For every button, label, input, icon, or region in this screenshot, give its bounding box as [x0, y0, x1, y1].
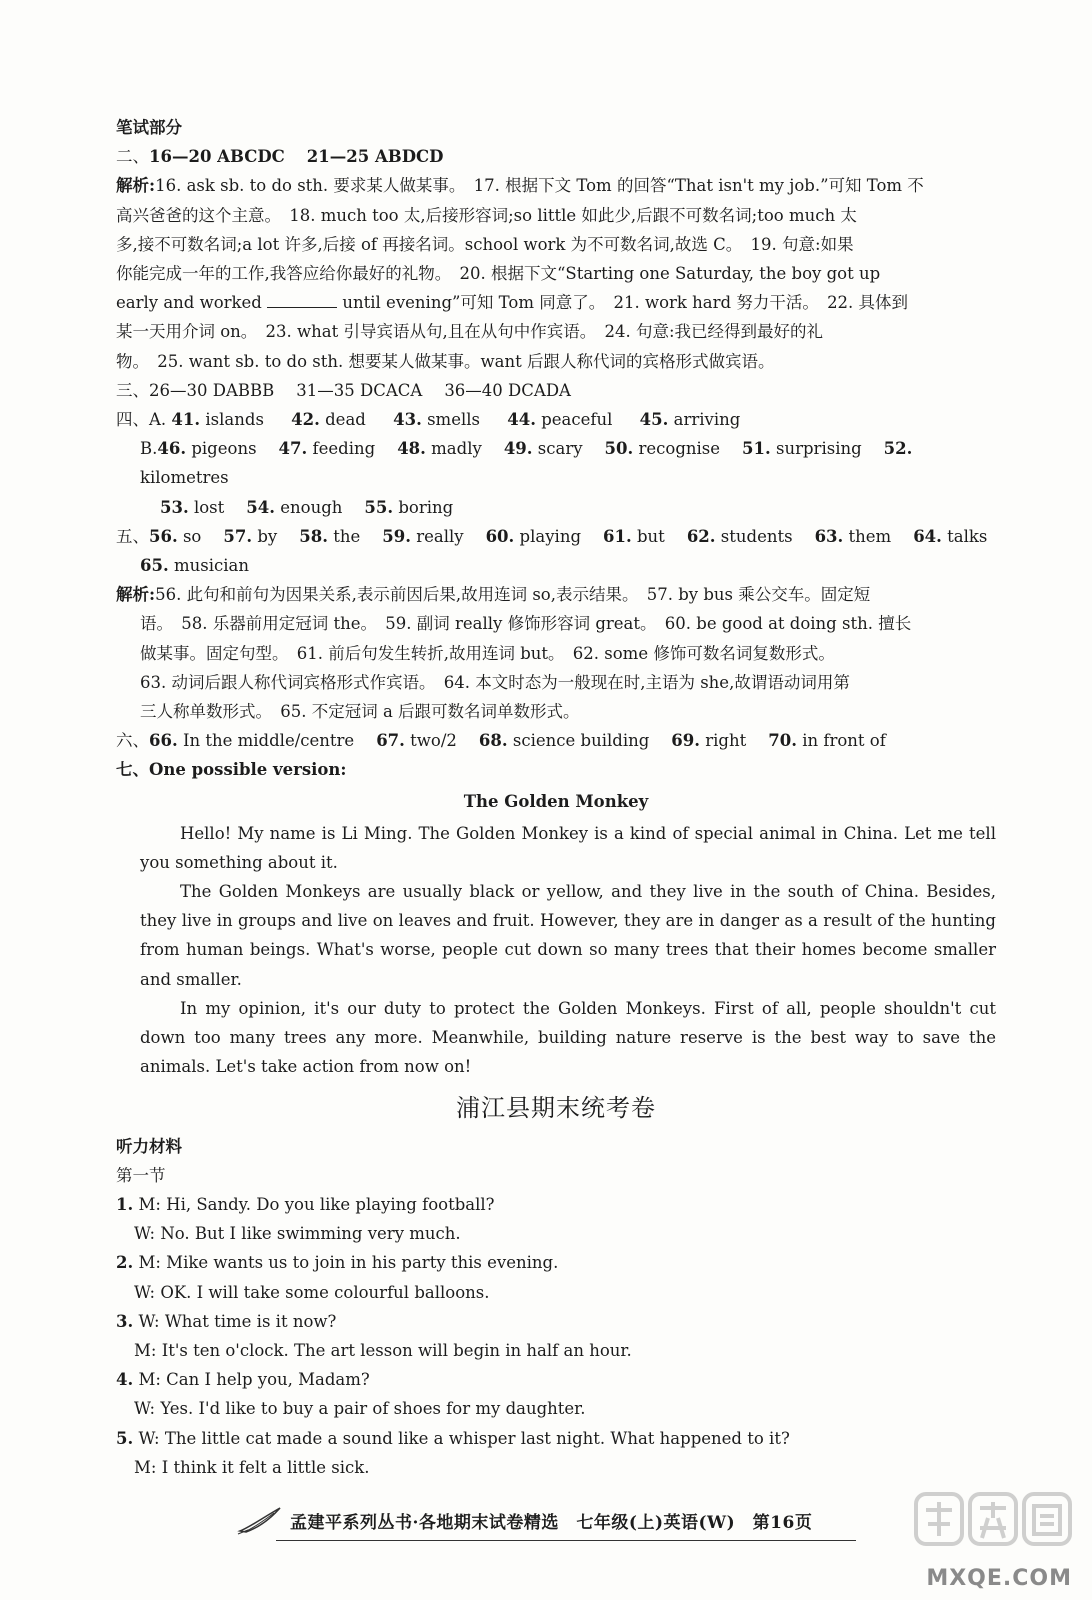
section-4a-answers: 四、A. 41. islands 42. dead 43. smells 44. peaceful 45. arriving — [116, 410, 741, 430]
listening-heading: 听力材料 — [116, 1136, 182, 1156]
quill-logo-icon — [236, 1505, 284, 1535]
section-5-answers-2: 65. musician — [140, 556, 249, 576]
section-title: 浦江县期末统考卷 — [456, 1093, 656, 1122]
part-heading: 第一节 — [116, 1165, 166, 1185]
page-content — [116, 113, 996, 1482]
section-7-label: 七、One possible version: — [116, 760, 347, 780]
essay-title: The Golden Monkey — [463, 791, 649, 811]
essay-paragraph-3: In my opinion, it's our duty to protect the Golden Monkeys. First of all, people shouldn't cut down too many trees any more. Meanwhile, building nature reserve is the best way to save the animals. Let's take action from now on! — [140, 998, 996, 1077]
page-footer — [236, 1503, 876, 1537]
dialogue-line: W: OK. I will take some colourful balloons. — [134, 1282, 490, 1302]
section-2-answers: 二、16—20 ABCDC 21—25 ABDCD — [116, 147, 444, 167]
essay-paragraph-2: The Golden Monkeys are usually black or yellow, and they live in the south of China. Besides, they live in groups and live on leaves and fruit. However, they are in danger as a result of the hunting from human beings. What's worse, people cut down so many trees that their homes become smaller and smaller. — [140, 882, 996, 989]
fill-blank — [267, 291, 337, 308]
section-5-answers: 五、56. so 57. by 58. the 59. really 60. playing 61. but 62. students 63. them 64. talks — [116, 526, 988, 546]
essay-paragraph-1: Hello! My name is Li Ming. The Golden Monkey is a kind of special animal in China. Let me tell you something about it. — [140, 823, 996, 872]
dialogue-line: 4. M: Can I help you, Madam? — [116, 1370, 370, 1390]
explanation-2: 解析:56. 此句和前句为因果关系,表示前因后果,故用连词 so,表示结果。 57. by bus 乘公交车。固定短 语。 58. 乐器前用定冠词 the。 59. 副词 really 修饰形容词 great。 60. be good at doing sth. 擅长 做某事。固定句型。 61. 前后句发生转折,故用连词 but。 62. some 修饰可数名词复数形式。 63. 动词后跟人称代词宾格形式作宾语。 64. 本文时态为一般现在时,主语为 she,故谓语动词用第 三人称单数形式。 65. 不定冠词 a 后跟可数名词单数形式。 — [116, 585, 912, 722]
section-4b-answers-2: 53. lost 54. enough 55. boring — [160, 497, 454, 517]
dialogue-line: M: It's ten o'clock. The art lesson will begin in half an hour. — [134, 1340, 632, 1360]
section-3-answers: 三、26—30 DABBB 31—35 DCACA 36—40 DCADA — [116, 380, 571, 400]
dialogue-line: M: I think it felt a little sick. — [134, 1457, 370, 1477]
footer-text: 孟建平系列丛书·各地期末试卷精选 七年级(上)英语(W) 第16页 — [290, 1512, 813, 1533]
dialogue-line: 3. W: What time is it now? — [116, 1311, 337, 1331]
section-4b-answers: B.46. pigeons 47. feeding 48. madly 49. scary 50. recognise 51. surprising 52. kilometres — [140, 439, 913, 488]
explanation-1: 解析:16. ask sb. to do sth. 要求某人做某事。 17. 根据下文 Tom 的回答“That isn't my job.”可知 Tom 不 高兴爸爸的这个主意。 18. much too 太,后接形容词;so little 如此少,后跟不可数名词;too much 太 多,接不可数名词;a lot 许多,后接 of 再接名词。school work 为不可数名词,故选 C。 19. 句意:如果 你能完成一年的工作,我答应给你最好的礼物。 20. 根据下文“Starting one Saturday, the boy got up early and worked until evening”可知 Tom 同意了。 21. work hard 努力干活。 22. 具体到 某一天用介词 on。 23. what 引导宾语从句,且在从句中作宾语。 24. 句意:我已经得到最好的礼 物。 25. want sb. to do sth. 想要某人做某事。want 后跟人称代词的宾格形式做宾语。 — [116, 176, 924, 371]
dialogue-line: 2. M: Mike wants us to join in his party this evening. — [116, 1253, 559, 1273]
dialogue-line: 5. W: The little cat made a sound like a whisper last night. What happened to it? — [116, 1428, 790, 1448]
written-heading: 笔试部分 — [116, 118, 182, 137]
dialogue-list — [116, 1190, 996, 1482]
watermark-text: MXQE.COM — [926, 1566, 1072, 1591]
dialogue-line: W: No. But I like swimming very much. — [134, 1224, 461, 1244]
footer-divider — [276, 1540, 856, 1541]
section-6-answers: 六、66. In the middle/centre 67. two/2 68. science building 69. right 70. in front of — [116, 731, 886, 751]
dialogue-line: W: Yes. I'd like to buy a pair of shoes for my daughter. — [134, 1399, 586, 1419]
dialogue-line: 1. M: Hi, Sandy. Do you like playing football? — [116, 1194, 495, 1214]
